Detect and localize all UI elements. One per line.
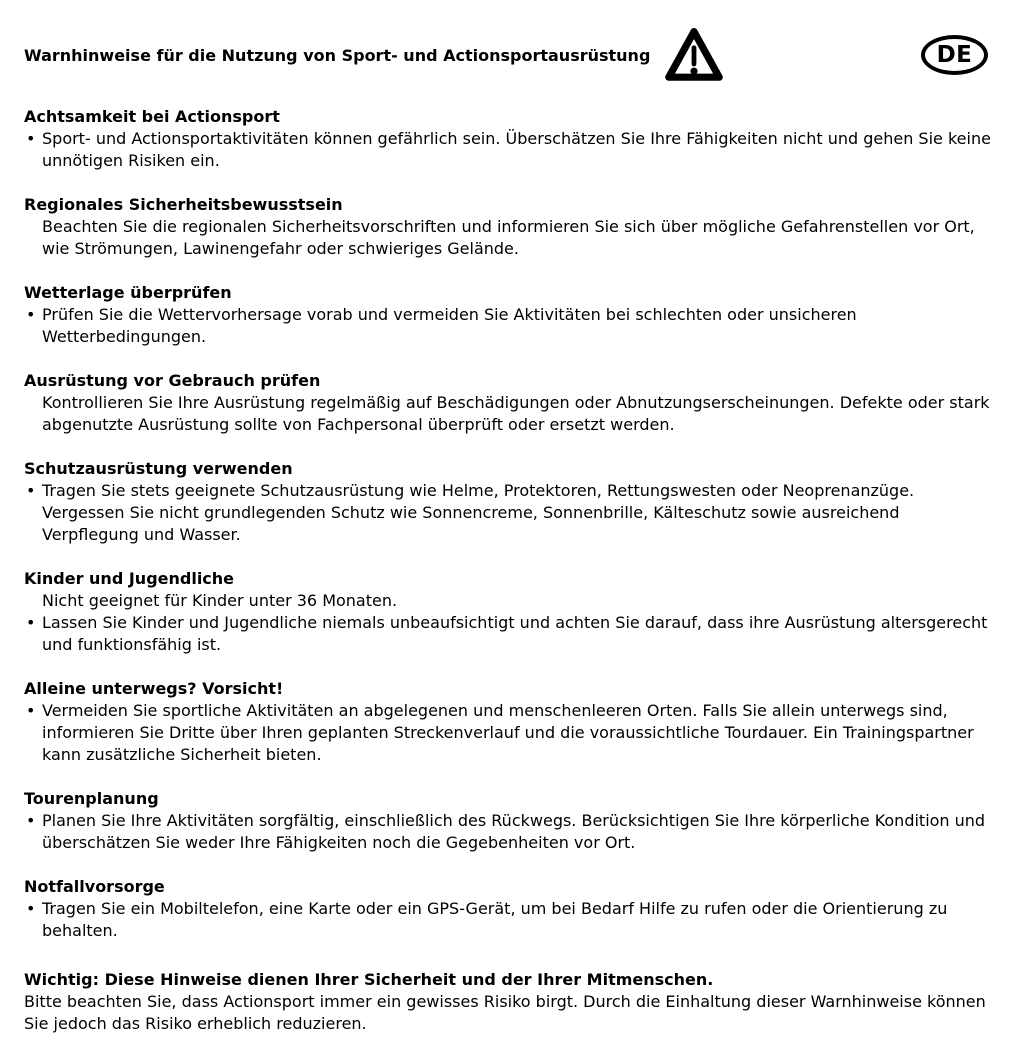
item-text: Vermeiden Sie sportliche Aktivitäten an abgelegenen und menschenleeren Orten. Falls Sie allein unterwegs sind, informieren Sie Dritte über Ihren geplanten Streckenverlauf und die voraussichtliche Tourdauer. Ein Trainingspartner kann zusätzliche Sicherheit bieten.: [42, 701, 974, 764]
bullet-marker: •: [26, 701, 36, 720]
section-tourenplanung: [24, 788, 1000, 854]
section-schutzausruestung: [24, 458, 1000, 546]
item-text: Sport- und Actionsportaktivitäten können gefährlich sein. Überschätzen Sie Ihre Fähigkeiten nicht und gehen Sie keine unnötigen Risiken ein.: [42, 129, 991, 170]
country-code-label: DE: [936, 42, 973, 68]
section-heading: Tourenplanung: [24, 789, 159, 808]
section-alleine: [24, 678, 1000, 766]
item-text: Lassen Sie Kinder und Jugendliche niemals unbeaufsichtigt und achten Sie darauf, dass ihre Ausrüstung altersgerecht und funktionsfähig ist.: [42, 613, 988, 654]
section-heading: Achtsamkeit bei Actionsport: [24, 107, 280, 126]
section-heading: Ausrüstung vor Gebrauch prüfen: [24, 371, 321, 390]
footer-note: Bitte beachten Sie, dass Actionsport immer ein gewisses Risiko birgt. Durch die Einhaltung dieser Warnhinweise können Sie jedoch das Risiko erheblich reduzieren.: [24, 992, 986, 1033]
warning-triangle-icon: [664, 24, 724, 86]
item-text: Tragen Sie ein Mobiltelefon, eine Karte oder ein GPS-Gerät, um bei Bedarf Hilfe zu rufen oder die Orientierung zu behalten.: [42, 899, 948, 940]
item-text: Nicht geeignet für Kinder unter 36 Monaten.: [42, 591, 398, 610]
section-wetterlage: [24, 282, 1000, 348]
bullet-marker: •: [26, 481, 36, 500]
section-achtsamkeit: [24, 106, 1000, 172]
list-item: [24, 810, 1000, 854]
document-footer: [24, 969, 1000, 1035]
item-text: Planen Sie Ihre Aktivitäten sorgfältig, einschließlich des Rückwegs. Berücksichtigen Sie Ihre körperliche Kondition und überschätzen Sie weder Ihre Fähigkeiten noch die Gegebenheiten vor Ort.: [42, 811, 986, 852]
list-item: [24, 392, 1000, 436]
list-item: [24, 898, 1000, 942]
footer-important-line: Wichtig: Diese Hinweise dienen Ihrer Sicherheit und der Ihrer Mitmenschen.: [24, 970, 714, 989]
section-heading: Notfallvorsorge: [24, 877, 165, 896]
bullet-marker: •: [26, 305, 36, 324]
warning-sections: [24, 106, 1000, 942]
list-item: [24, 304, 1000, 348]
list-item: [24, 700, 1000, 766]
bullet-marker: •: [26, 129, 36, 148]
item-text: Tragen Sie stets geeignete Schutzausrüstung wie Helme, Protektoren, Rettungswesten oder Neoprenanzüge. Vergessen Sie nicht grundlegenden Schutz wie Sonnencreme, Sonnenbrille, Kälteschutz sowie ausreichend Verpflegung und Wasser.: [42, 481, 915, 544]
list-item: [24, 612, 1000, 656]
item-text: Prüfen Sie die Wettervorhersage vorab und vermeiden Sie Aktivitäten bei schlechten oder unsicheren Wetterbedingungen.: [42, 305, 857, 346]
list-item: [24, 590, 1000, 612]
bullet-marker: •: [26, 613, 36, 632]
section-heading: Kinder und Jugendliche: [24, 569, 235, 588]
page-title: Warnhinweise für die Nutzung von Sport- und Actionsportausrüstung: [24, 45, 651, 65]
bullet-marker: •: [26, 811, 36, 830]
list-item: [24, 128, 1000, 172]
section-ausruestung: [24, 370, 1000, 436]
section-heading: Schutzausrüstung verwenden: [24, 459, 293, 478]
item-text: Beachten Sie die regionalen Sicherheitsvorschriften und informieren Sie sich über mögliche Gefahrenstellen vor Ort, wie Strömungen, Lawinengefahr oder schwieriges Gelände.: [42, 217, 975, 258]
section-heading: Alleine unterwegs? Vorsicht!: [24, 679, 284, 698]
section-notfallvorsorge: [24, 876, 1000, 942]
section-heading: Regionales Sicherheitsbewusstsein: [24, 195, 343, 214]
section-heading: Wetterlage überprüfen: [24, 283, 232, 302]
list-item: [24, 216, 1000, 260]
country-badge: [921, 35, 988, 75]
section-regionales: [24, 194, 1000, 260]
item-text: Kontrollieren Sie Ihre Ausrüstung regelmäßig auf Beschädigungen oder Abnutzungserscheinungen. Defekte oder stark abgenutzte Ausrüstung sollte von Fachpersonal überprüft oder ersetzt werden.: [42, 393, 990, 434]
section-kinder: [24, 568, 1000, 656]
list-item: [24, 480, 1000, 546]
bullet-marker: •: [26, 899, 36, 918]
document-header: [24, 20, 1000, 90]
document-page: [0, 20, 1030, 1049]
